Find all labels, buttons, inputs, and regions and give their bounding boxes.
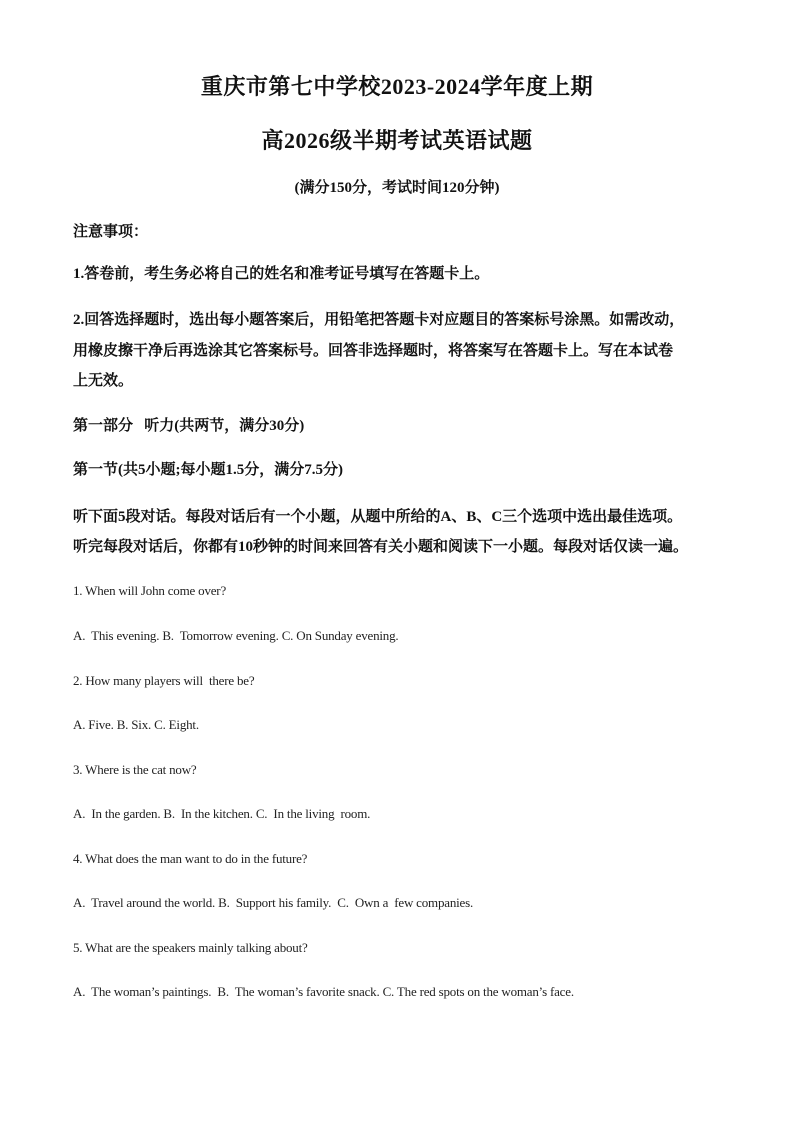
- question-stem: 1. When will John come over?: [73, 583, 227, 598]
- question-stem: 5. What are the speakers mainly talking about?: [73, 940, 308, 955]
- question-options: A. The woman’s paintings. B. The woman’s favorite snack. C. The red spots on the woman’s face.: [73, 984, 574, 999]
- notes-item-1: 1.答卷前，考生务必将自己的姓名和准考证号填写在答题卡上。: [73, 266, 490, 282]
- question-options: A. This evening. B. Tomorrow evening. C. On Sunday evening.: [73, 628, 399, 643]
- question-options: A. Five. B. Six. C. Eight.: [73, 717, 199, 732]
- notes-item-2-line-2: 用橡皮擦干净后再选涂其它答案标号。回答非选择题时，将答案写在答题卡上。写在本试卷: [73, 343, 674, 359]
- notes-item-2-line-1: 2.回答选择题时，选出每小题答案后，用铅笔把答题卡对应题目的答案标号涂黑。如需改动，: [73, 312, 685, 328]
- instructions-line-2: 听完每段对话后，你都有10秒钟的时间来回答有关小题和阅读下一小题。每段对话仅读一遍。: [73, 539, 689, 555]
- exam-title-subject: 高2026级半期考试英语试题: [261, 128, 533, 153]
- section1-heading: 第一节(共5小题;每小题1.5分，满分7.5分): [73, 462, 343, 478]
- instructions-line-1: 听下面5段对话。每段对话后有一个小题，从题中所给的A、B、C三个选项中选出最佳选项。: [73, 509, 683, 525]
- question-options: A. In the garden. B. In the kitchen. C. In the living room.: [73, 806, 371, 821]
- question-stem: 4. What does the man want to do in the future?: [73, 851, 308, 866]
- part1-heading: 第一部分 听力(共两节，满分30分): [73, 418, 305, 434]
- exam-score-time: (满分150分，考试时间120分钟): [294, 180, 500, 196]
- question-options: A. Travel around the world. B. Support his family. C. Own a few companies.: [73, 895, 474, 910]
- question-stem: 3. Where is the cat now?: [73, 762, 197, 777]
- question-stem: 2. How many players will there be?: [73, 673, 255, 688]
- exam-title-school: 重庆市第七中学校2023-2024学年度上期: [200, 74, 594, 99]
- notes-item-2-line-3: 上无效。: [73, 373, 134, 389]
- notes-heading: 注意事项：: [73, 224, 149, 240]
